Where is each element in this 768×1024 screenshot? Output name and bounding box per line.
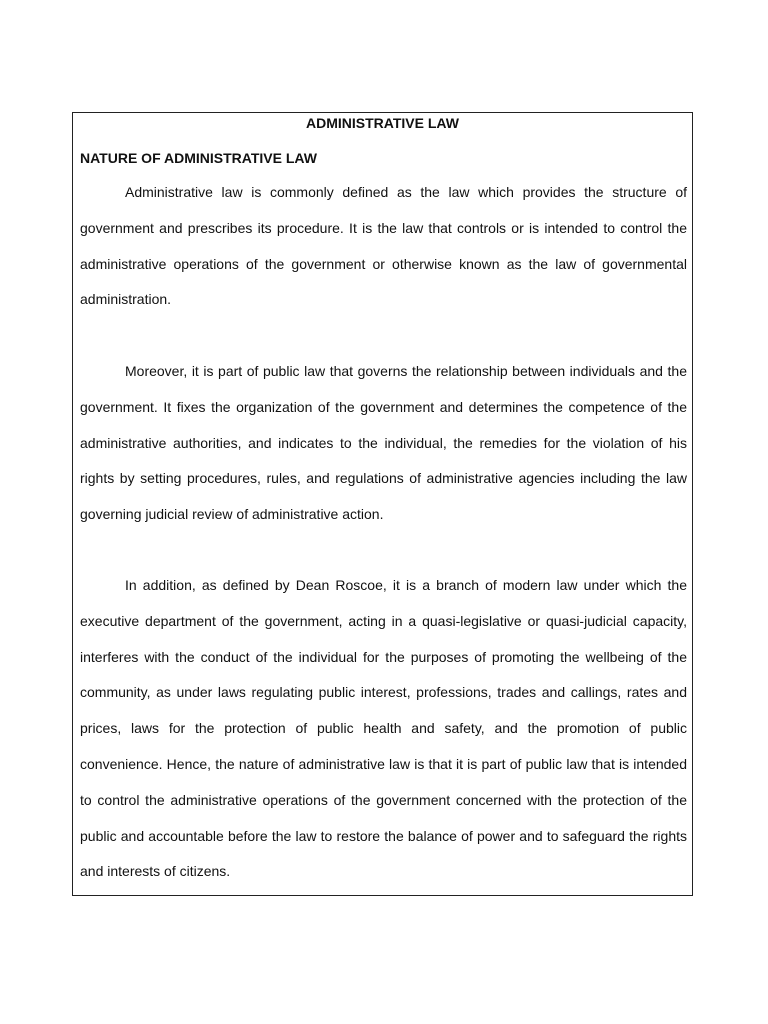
document-title: ADMINISTRATIVE LAW bbox=[306, 115, 459, 131]
paragraph-definition: Administrative law is commonly defined as the law which provides the structure of government and prescribes its procedure. It is the law that controls or is intended to control the administrative operations of the government or otherwise known as the law of governmental administration. bbox=[80, 184, 687, 308]
paragraph-dean-roscoe: In addition, as defined by Dean Roscoe, it is a branch of modern law under which the executive department of the government, acting in a quasi-legislative or quasi-judicial capacity, interferes with the conduct of the individual for the purposes of promoting the wellbeing of the community, as under laws regulating public interest, professions, trades and callings, rates and prices, laws for the protection of public health and safety, and the promotion of public convenience. Hence, the nature of administrative law is that it is part of public law that is intended to control the administrative operations of the government concerned with the protection of the public and accountable before the law to restore the balance of power and to safeguard the rights and interests of citizens. bbox=[80, 577, 687, 880]
section-heading: NATURE OF ADMINISTRATIVE LAW bbox=[80, 150, 317, 166]
paragraph-public-law: Moreover, it is part of public law that governs the relationship between individuals and the government. It fixes the organization of the government and determines the competence of the administrative authorities, and indicates to the individual, the remedies for the violation of his rights by setting procedures, rules, and regulations of administrative agencies including the law governing judicial review of administrative action. bbox=[80, 363, 687, 523]
document-frame bbox=[72, 112, 693, 896]
